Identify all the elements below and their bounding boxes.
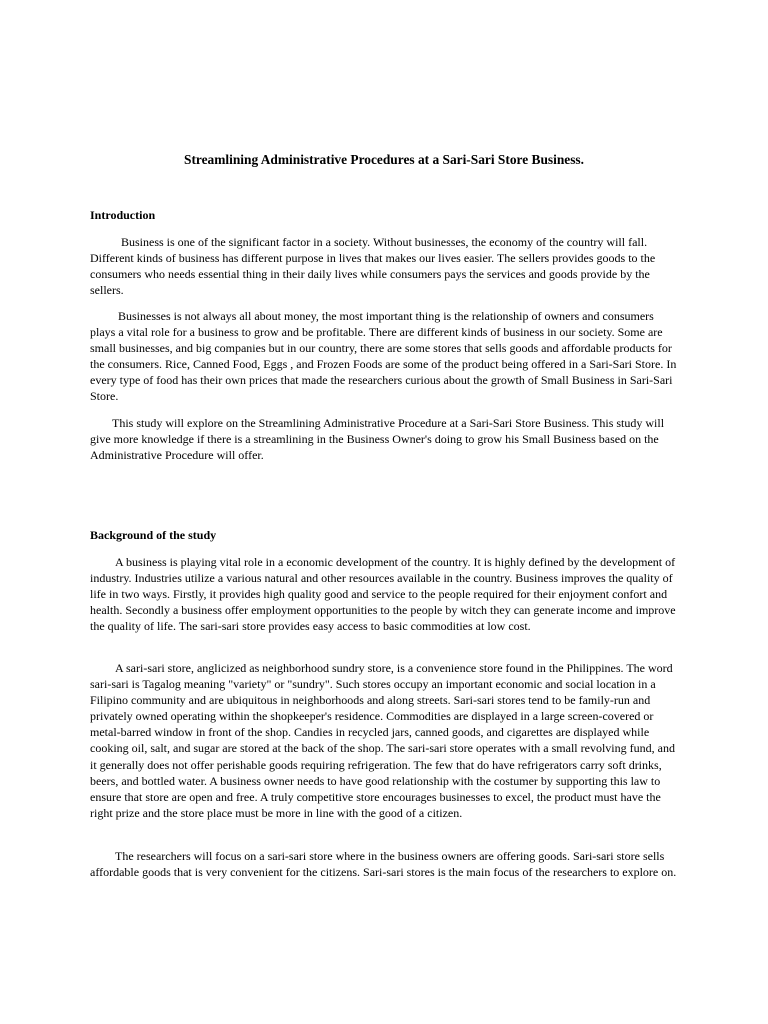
background-paragraph: A business is playing vital role in a economic development of the country. It is highly defined by the development of industry. Industries utilize a various natural and other resources available in the country. Business improves the quality of life in two ways. Firstly, it provides high quality good and service to the people required for their enjoyment confort and health. Secondly a business offer employment opportunities to the people by witch they can generate income and improve the quality of life. The sari-sari store provides easy access to basic commodities at low cost. — [90, 555, 676, 634]
introduction-paragraph: Business is one of the significant factor in a society. Without businesses, the economy of the country will fall. Different kinds of business has different purpose in lives that makes our lives easier. The sellers provides goods to the consumers who needs essential thing in their daily lives while consumers pays the services and goods provide by the sellers. — [90, 235, 656, 298]
background-paragraph: A sari-sari store, anglicized as neighborhood sundry store, is a convenience store found in the Philippines. The word sari-sari is Tagalog meaning "variety" or "sundry". Such stores occupy an important economic and social location in a Filipino community and are ubiquitous in neighborhoods and along streets. Sari-sari stores tend to be family-run and privately owned operating within the shopkeeper's residence. Commodities are displayed in a large screen-covered or metal-barred window in front of the shop. Candies in recycled jars, canned goods, and cigarettes are displayed while cooking oil, salt, and sugar are stored at the back of the shop. The sari-sari store operates with a small revolving fund, and it generally does not offer perishable goods requiring refrigeration. The few that do have refrigerators carry soft drinks, beers, and bottled water. A business owner needs to have good relationship with the costumer by supporting this law to ensure that store are open and free. A truly competitive store encourages businesses to excel, the product must have the right prize and the store place must be more in line with the good of a citizen. — [90, 661, 675, 820]
section-heading-introduction: Introduction — [90, 208, 156, 222]
introduction-paragraph: Businesses is not always all about money, the most important thing is the relationship of owners and consumers plays a vital role for a business to grow and be profitable. There are different kinds of business in our society. Some are small businesses, and big companies but in our country, there are some stores that sells goods and affordable products for the consumers. Rice, Canned Food, Eggs , and Frozen Foods are some of the product being offered in a Sari-Sari Store. In every type of food has their own prices that made the researchers curious about the growth of Small Business in Sari-Sari Store. — [90, 309, 677, 404]
section-heading-background: Background of the study — [90, 528, 217, 542]
document-title: Streamlining Administrative Procedures at a Sari-Sari Store Business. — [184, 152, 584, 167]
background-paragraph: The researchers will focus on a sari-sari store where in the business owners are offering goods. Sari-sari store sells affordable goods that is very convenient for the citizens. Sari-sari stores is the main focus of the researchers to explore on. — [90, 849, 677, 880]
introduction-paragraph: This study will explore on the Streamlining Administrative Procedure at a Sari-Sari Store Business. This study will give more knowledge if there is a streamlining in the Business Owner's doing to grow his Small Business based on the Administrative Procedure will offer. — [90, 416, 665, 463]
